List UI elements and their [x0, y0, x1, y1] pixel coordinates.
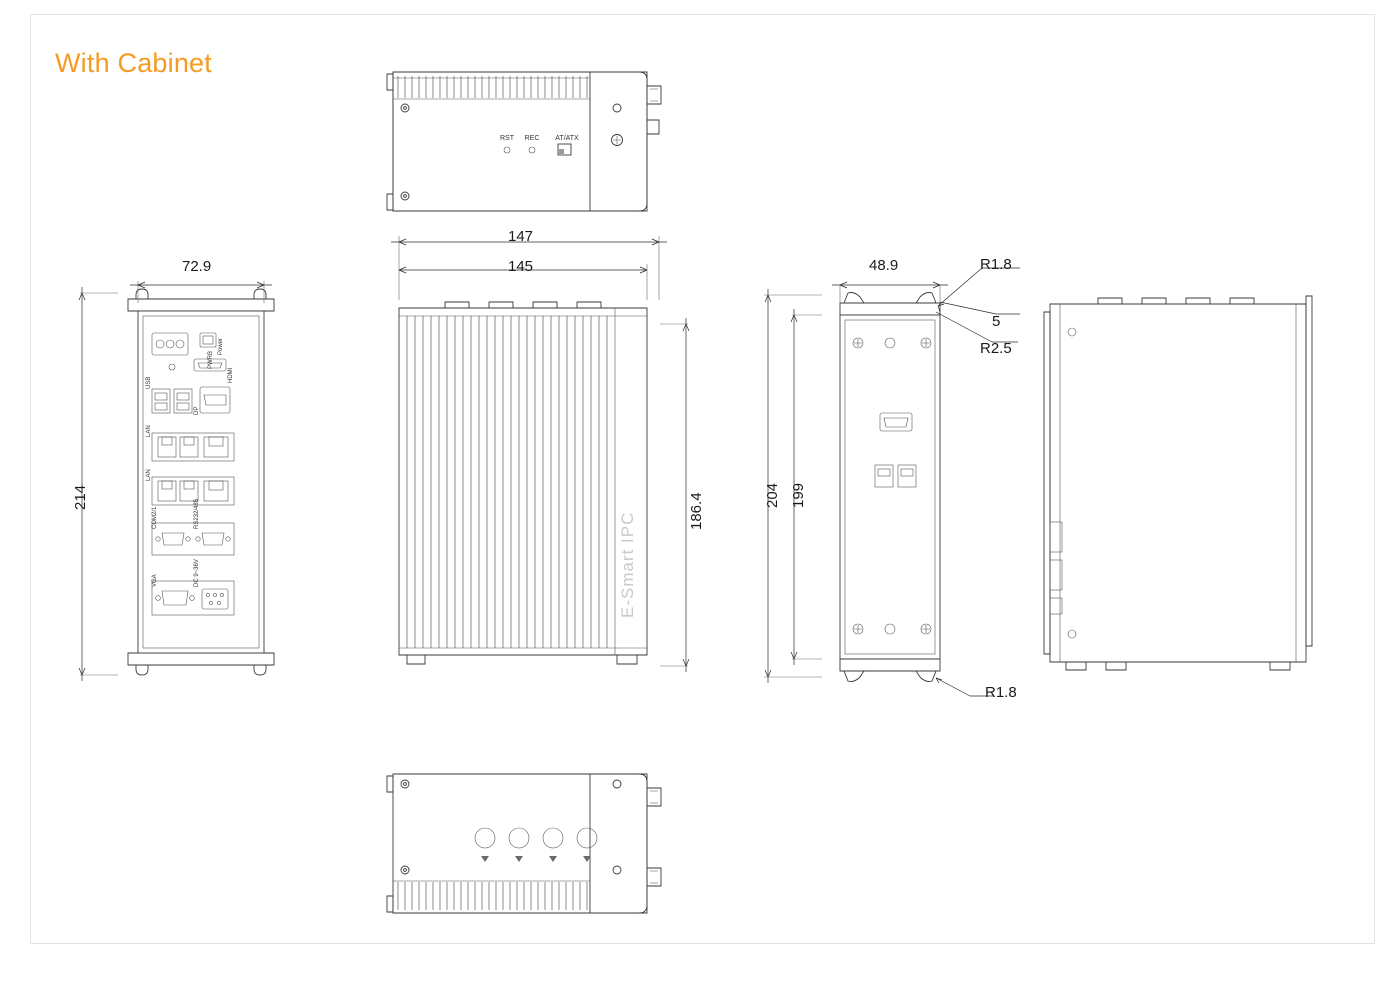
view-front-io	[122, 285, 302, 685]
dim-top-widths	[385, 228, 685, 308]
svg-text:RST: RST	[500, 135, 514, 142]
svg-text:DP: DP	[194, 406, 200, 415]
dim-label-front-height: 214	[72, 484, 89, 510]
dim-rear-heights	[752, 285, 822, 695]
svg-text:USB: USB	[146, 376, 152, 389]
dim-label-rear-height-outer: 204	[764, 482, 781, 508]
page-title: With Cabinet	[55, 48, 212, 78]
view-right-side	[1040, 290, 1330, 680]
dim-label-rear-height-inner: 199	[790, 482, 807, 508]
dim-label-radius-top: R1.8	[980, 256, 1012, 273]
dim-front-height	[60, 285, 120, 685]
dim-label-front-width: 72.9	[182, 258, 212, 275]
svg-text:HDMI: HDMI	[228, 367, 234, 383]
dim-label-top-width-outer: 147	[508, 228, 534, 245]
svg-text:LAN: LAN	[146, 425, 152, 437]
dim-label-top-width-inner: 145	[508, 258, 534, 275]
svg-text:PWRB: PWRB	[208, 351, 214, 369]
dim-label-rear-width: 48.9	[869, 257, 899, 274]
svg-text:LAN: LAN	[146, 469, 152, 481]
svg-text:RS232/485: RS232/485	[194, 498, 200, 529]
svg-text:AT/ATX: AT/ATX	[555, 135, 579, 142]
view-top	[385, 68, 685, 218]
dim-label-offset-5: 5	[992, 313, 1001, 330]
dim-front-width	[122, 255, 302, 305]
svg-text:VGA: VGA	[152, 574, 158, 587]
svg-text:REC: REC	[524, 135, 540, 142]
dim-label-radius-bottom: R1.8	[985, 684, 1017, 701]
svg-text:DC 9~36V: DC 9~36V	[194, 559, 200, 587]
svg-text:Power: Power	[218, 337, 224, 355]
view-bottom	[385, 770, 685, 920]
dim-label-radius-corner: R2.5	[980, 340, 1012, 357]
view-side-finned	[385, 300, 685, 680]
svg-text:COM2/1: COM2/1	[152, 506, 158, 529]
dim-label-side-height: 186.4	[688, 492, 705, 530]
svg-text:E-Smart IPC: E-Smart IPC	[618, 511, 637, 618]
